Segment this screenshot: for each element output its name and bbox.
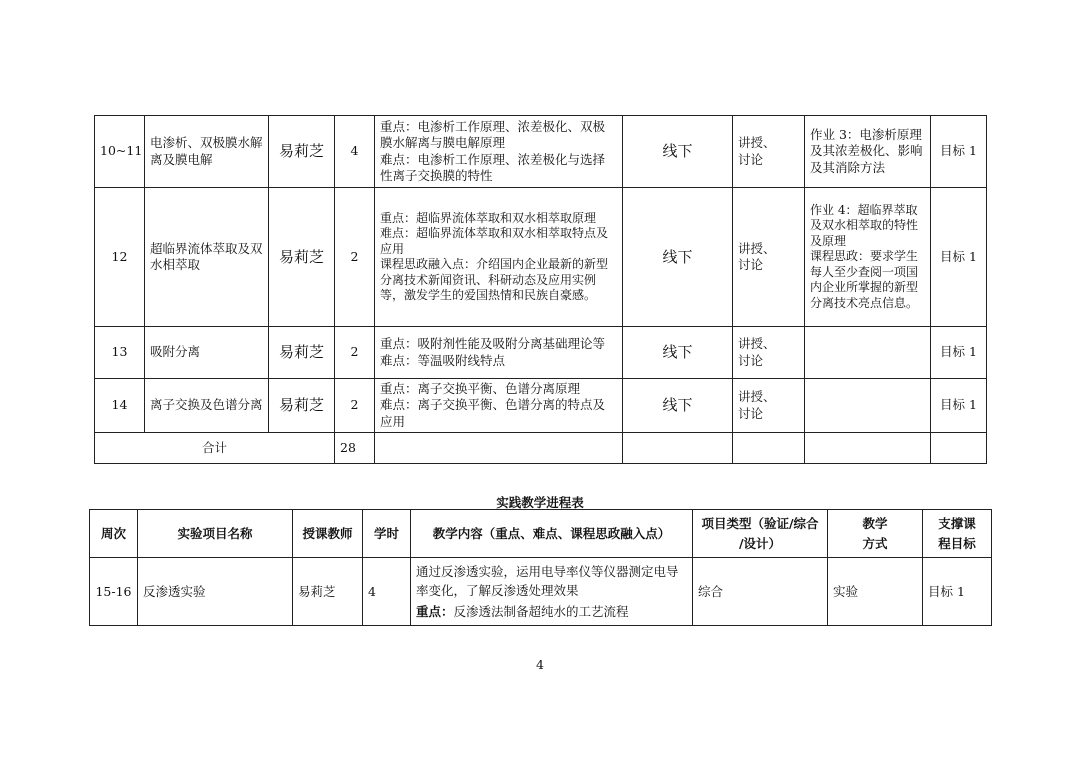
week-cell: 15-16 (90, 558, 138, 626)
method-cell: 实验 (828, 558, 923, 626)
empty-cell (805, 433, 931, 464)
homework-cell (805, 379, 931, 433)
content-cell: 重点：超临界流体萃取和双水相萃取原理 难点：超临界流体萃取和双水相萃取特点及应用 课程思政融入点：介绍国内企业最新的新型分离技术新闻资讯、科研动态及应用实例等，激发学生的爱国热情和民族自豪感。 (375, 188, 623, 327)
method-cell: 讲授、 讨论 (733, 327, 805, 379)
mode-cell: 线下 (623, 188, 733, 327)
total-label: 合计 (95, 433, 335, 464)
empty-cell (931, 433, 987, 464)
goal-cell: 目标 1 (931, 327, 987, 379)
project-cell: 反渗透实验 (138, 558, 293, 626)
table-row (95, 327, 987, 379)
empty-cell (375, 433, 623, 464)
header-type: 项目类型（验证/综合 /设计） (693, 510, 828, 558)
total-row (95, 433, 987, 464)
hours-cell: 2 (335, 379, 375, 433)
method-cell: 讲授、 讨论 (733, 379, 805, 433)
method-cell: 讲授、 讨论 (733, 188, 805, 327)
mode-cell: 线下 (623, 327, 733, 379)
content-cell (411, 558, 693, 626)
content-text: 通过反渗透实验，运用电导率仪等仪器测定电导率变化，了解反渗透处理效果 (416, 564, 679, 598)
page-number: 4 (536, 657, 544, 672)
practice-table-title: 实践教学进程表 (496, 495, 584, 510)
mode-cell: 线下 (623, 116, 733, 188)
topic-cell: 超临界流体萃取及双水相萃取 (145, 188, 269, 327)
goal-cell: 目标 1 (931, 116, 987, 188)
teacher-cell: 易莉芝 (269, 188, 335, 327)
key-point (416, 602, 687, 621)
key-text: 反渗透法制备超纯水的工艺流程 (453, 604, 629, 619)
goal-cell: 目标 1 (931, 379, 987, 433)
teacher-cell: 易莉芝 (269, 116, 335, 188)
header-content: 教学内容（重点、难点、课程思政融入点） (411, 510, 693, 558)
goal-cell: 目标 1 (923, 558, 992, 626)
topic-cell: 离子交换及色谱分离 (145, 379, 269, 433)
hours-cell: 4 (363, 558, 411, 626)
week-cell: 12 (95, 188, 145, 327)
method-cell: 讲授、 讨论 (733, 116, 805, 188)
header-method: 教学 方式 (828, 510, 923, 558)
topic-cell: 吸附分离 (145, 327, 269, 379)
content-cell: 重点：吸附剂性能及吸附分离基础理论等 难点：等温吸附线特点 (375, 327, 623, 379)
header-week: 周次 (90, 510, 138, 558)
practice-header-row (90, 510, 992, 558)
table-row (95, 379, 987, 433)
goal-cell: 目标 1 (931, 188, 987, 327)
header-project: 实验项目名称 (138, 510, 293, 558)
key-label: 重点： (416, 604, 454, 619)
teacher-cell: 易莉芝 (293, 558, 363, 626)
total-hours: 28 (335, 433, 375, 464)
teacher-cell: 易莉芝 (269, 327, 335, 379)
empty-cell (623, 433, 733, 464)
practice-table (89, 509, 992, 626)
table-row (90, 558, 992, 626)
header-goal: 支撑课 程目标 (923, 510, 992, 558)
table-row (95, 116, 987, 188)
type-cell: 综合 (693, 558, 828, 626)
week-cell: 13 (95, 327, 145, 379)
schedule-table (94, 115, 987, 464)
header-teacher: 授课教师 (293, 510, 363, 558)
empty-cell (733, 433, 805, 464)
week-cell: 10~11 (95, 116, 145, 188)
week-cell: 14 (95, 379, 145, 433)
header-hours: 学时 (363, 510, 411, 558)
homework-cell (805, 327, 931, 379)
content-cell: 重点：离子交换平衡、色谱分离原理 难点：离子交换平衡、色谱分离的特点及应用 (375, 379, 623, 433)
hours-cell: 2 (335, 188, 375, 327)
mode-cell: 线下 (623, 379, 733, 433)
topic-cell: 电渗析、双极膜水解离及膜电解 (145, 116, 269, 188)
teacher-cell: 易莉芝 (269, 379, 335, 433)
content-cell: 重点：电渗析工作原理、浓差极化、双极膜水解离与膜电解原理 难点：电渗析工作原理、浓差极化与选择性离子交换膜的特性 (375, 116, 623, 188)
homework-cell: 作业 3：电渗析原理及其浓差极化、影响及其消除方法 (805, 116, 931, 188)
homework-cell: 作业 4：超临界萃取及双水相萃取的特性及原理 课程思政：要求学生每人至少查阅一项国内企业所掌握的新型分离技术亮点信息。 (805, 188, 931, 327)
table-row (95, 188, 987, 327)
hours-cell: 2 (335, 327, 375, 379)
hours-cell: 4 (335, 116, 375, 188)
